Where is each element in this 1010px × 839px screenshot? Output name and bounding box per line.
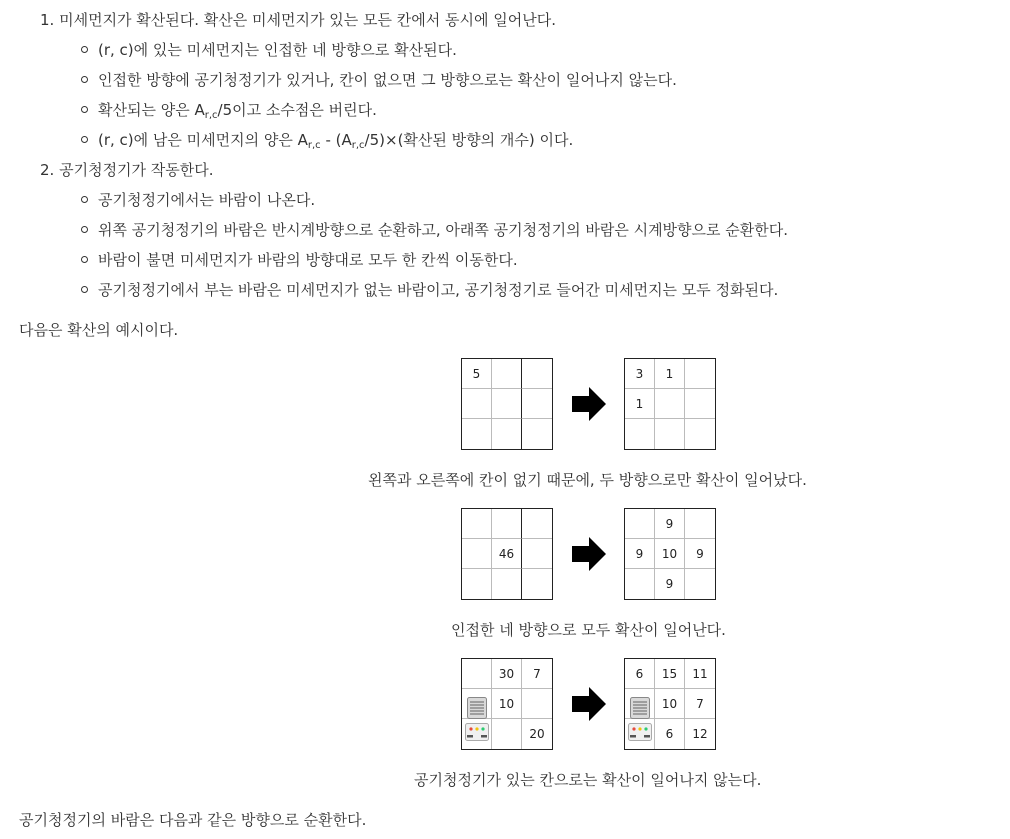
grid-cell: 5: [462, 359, 492, 389]
grid-cell: 3: [625, 359, 655, 389]
grid-cell: [492, 389, 522, 419]
air-cleaner-icon: [630, 697, 650, 719]
step-1-bullet-4: (r, c)에 남은 미세먼지의 양은 $A_{r,c} - (A_{r,c}/5)\times$(확산된 방향의 개수) 이다.: [98, 131, 574, 151]
bullet-icon: [81, 106, 88, 113]
grid-cell: 11: [685, 659, 715, 689]
air-cleaner-cell: [462, 719, 492, 749]
right-arrow-icon: [572, 537, 606, 571]
grid-cell: [685, 389, 715, 419]
grid-cell: [492, 509, 522, 539]
grid-cell: 10: [655, 539, 685, 569]
grid-cell: [625, 569, 655, 599]
grid-cell: [522, 689, 552, 719]
grid-cell: 30: [492, 659, 522, 689]
example-3-after-grid: [624, 658, 716, 750]
grid-cell: [492, 419, 522, 449]
grid-cell: 20: [529, 727, 545, 741]
example-3-before-grid: [461, 658, 553, 750]
air-cleaner-cell: [625, 689, 655, 719]
grid-cell: 1: [625, 389, 655, 419]
grid-cell: [625, 509, 655, 539]
bullet-icon: [81, 286, 88, 293]
step-1-bullet-2: 인접한 방향에 공기청정기가 있거나, 칸이 없으면 그 방향으로는 확산이 일어나지 않는다.: [98, 71, 677, 89]
step-text: 미세먼지가 확산된다. 확산은 미세먼지가 있는 모든 칸에서 동시에 일어난다.: [59, 11, 556, 29]
grid-cell: [522, 359, 552, 389]
grid-cell: [462, 569, 492, 599]
example-3-caption: 공기청정기가 있는 칸으로는 확산이 일어나지 않는다.: [414, 771, 762, 789]
grid-cell: [522, 569, 552, 599]
grid-cell: 9: [625, 539, 655, 569]
step-number: 1.: [40, 11, 55, 29]
grid-cell: [522, 389, 552, 419]
grid-cell: [625, 419, 655, 449]
bullet-icon: [81, 196, 88, 203]
grid-cell: [685, 419, 715, 449]
grid-cell: [685, 509, 715, 539]
example-1-caption: 왼쪽과 오른쪽에 칸이 없기 때문에, 두 방향으로만 확산이 일어났다.: [368, 471, 807, 489]
grid-cell: 9: [655, 569, 685, 599]
air-cleaner-cell: [625, 719, 655, 749]
step-number: 2.: [40, 161, 55, 179]
air-cleaner-icon: [467, 697, 487, 719]
grid-cell: [492, 719, 522, 749]
right-arrow-icon: [572, 387, 606, 421]
grid-cell: [655, 389, 685, 419]
grid-cell: [655, 419, 685, 449]
bullet-icon: [81, 76, 88, 83]
grid-cell: 6: [655, 719, 685, 749]
grid-cell: [462, 509, 492, 539]
bullet-icon: [81, 46, 88, 53]
grid-cell: 9: [685, 539, 715, 569]
bullet-icon: [81, 226, 88, 233]
grid-cell: 10: [655, 689, 685, 719]
grid-cell: [685, 359, 715, 389]
grid-cell: 10: [492, 689, 522, 719]
example-2-caption: 인접한 네 방향으로 모두 확산이 일어난다.: [451, 621, 726, 639]
step-2-bullet-4: 공기청정기에서 부는 바람은 미세먼지가 없는 바람이고, 공기청정기로 들어간 미세먼지는 모두 정화된다.: [98, 281, 779, 299]
example-1-before-grid: [461, 358, 553, 450]
grid-cell: [522, 419, 552, 449]
grid-cell: 7: [522, 659, 552, 689]
example-2-before-grid: [461, 508, 553, 600]
step-1: [40, 10, 556, 30]
step-text: 공기청정기가 작동한다.: [59, 161, 214, 179]
grid-cell: [522, 509, 552, 539]
grid-cell: [685, 569, 715, 599]
grid-cell: [462, 419, 492, 449]
step-2-bullet-1: 공기청정기에서는 바람이 나온다.: [98, 191, 316, 209]
grid-cell: [462, 539, 492, 569]
example-1-after-grid: [624, 358, 716, 450]
grid-cell: 46: [492, 539, 522, 569]
grid-cell: 1: [655, 359, 685, 389]
example-intro: 다음은 확산의 예시이다.: [19, 321, 179, 339]
step-2: [40, 160, 214, 180]
grid-cell: 7: [685, 689, 715, 719]
example-2-after-grid: [624, 508, 716, 600]
grid-cell: [462, 659, 492, 689]
air-cleaner-cell: [462, 689, 492, 719]
bullet-icon: [81, 256, 88, 263]
step-1-bullet-3: 확산되는 양은 $A_{r,c}/5$이고 소수점은 버린다.: [98, 101, 377, 121]
grid-cell: [492, 359, 522, 389]
grid-cell: [522, 539, 552, 569]
step-1-bullet-1: (r, c)에 있는 미세먼지는 인접한 네 방향으로 확산된다.: [98, 41, 457, 59]
grid-cell: 15: [655, 659, 685, 689]
bullet-icon: [81, 136, 88, 143]
grid-cell: 12: [692, 727, 708, 741]
closing-text: 공기청정기의 바람은 다음과 같은 방향으로 순환한다.: [19, 811, 367, 829]
right-arrow-icon: [572, 687, 606, 721]
grid-cell: [462, 389, 492, 419]
step-2-bullet-2: 위쪽 공기청정기의 바람은 반시계방향으로 순환하고, 아래쪽 공기청정기의 바람은 시계방향으로 순환한다.: [98, 221, 789, 239]
grid-cell: [492, 569, 522, 599]
grid-cell: 6: [625, 659, 655, 689]
air-cleaner-icon: [465, 723, 489, 741]
step-2-bullet-3: 바람이 불면 미세먼지가 바람의 방향대로 모두 한 칸씩 이동한다.: [98, 251, 518, 269]
air-cleaner-icon: [628, 723, 652, 741]
grid-cell: 9: [655, 509, 685, 539]
